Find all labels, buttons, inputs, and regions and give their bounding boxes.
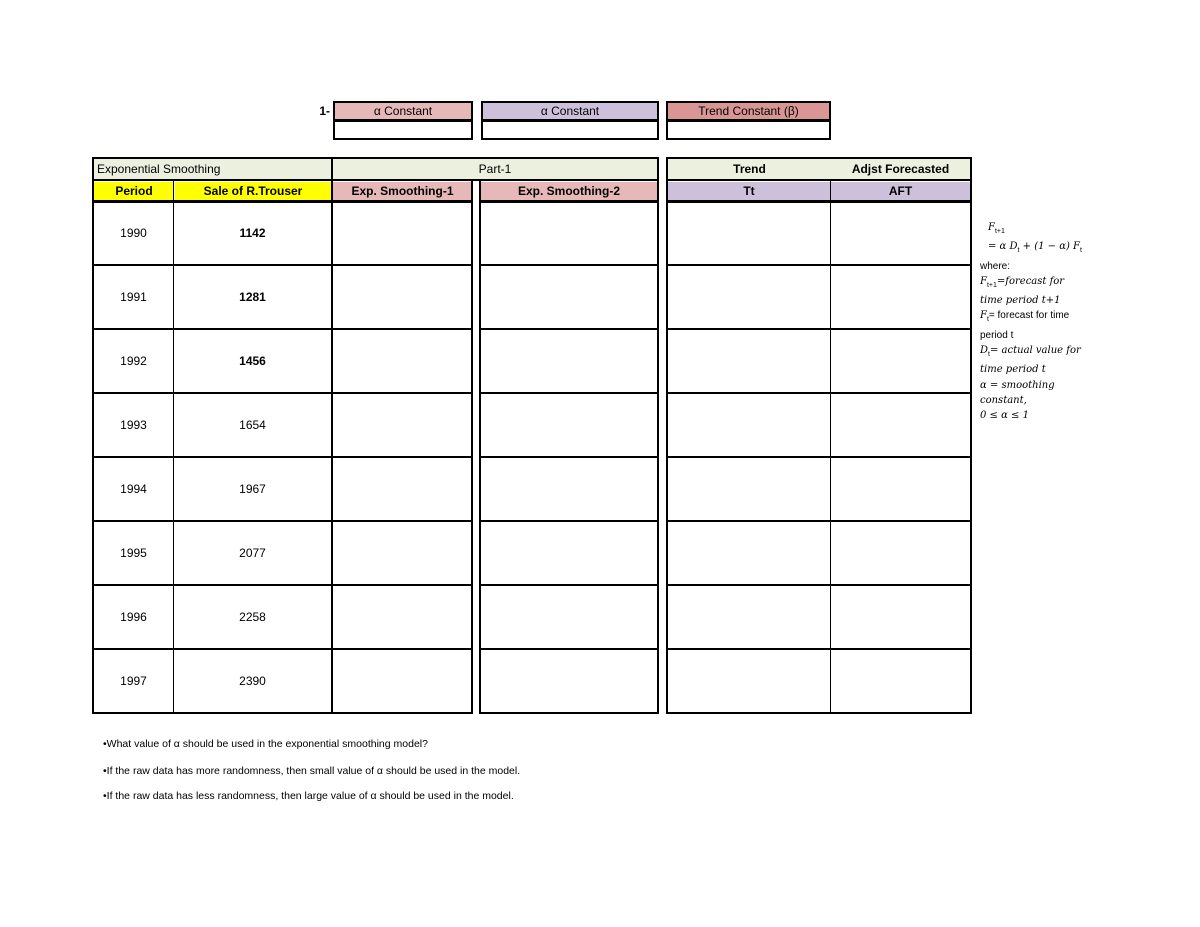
cell-sale: 2258 [239,610,266,624]
cell-exp-smoothing-1[interactable] [333,586,471,648]
cell-aft[interactable] [831,330,970,392]
grid-vline-aft-right [970,181,972,712]
cell-sale: 2390 [239,674,266,688]
cell-exp-smoothing-1[interactable] [333,458,471,520]
formula-fnext-sub: t+1 [986,281,997,289]
cell-period: 1996 [120,610,147,624]
formula-dt-desc2: time period t [980,364,1046,376]
cell-aft[interactable] [831,650,970,712]
cell-sale: 1654 [239,418,266,432]
cell-tt[interactable] [668,202,830,264]
trend-constant-label: Trend Constant (β) [698,104,799,118]
cell-period: 1994 [120,482,147,496]
cell-aft[interactable] [831,202,970,264]
cell-tt[interactable] [668,522,830,584]
formula-fnext-desc: =forecast for [996,275,1065,287]
col-header-exp-smoothing-2: Exp. Smoothing-2 [481,182,657,200]
cell-tt[interactable] [668,266,830,328]
alpha-constant-2-label: α Constant [540,104,600,118]
alpha-constant-1-input[interactable] [333,120,473,140]
formula-dt-d: D [980,345,989,357]
cell-aft[interactable] [831,266,970,328]
cell-period: 1991 [120,290,147,304]
cell-period: 1995 [120,546,147,560]
formula-eq-sub: t [1017,247,1020,255]
col-header-sale: Sale of R.Trouser [175,182,331,200]
alpha-constant-1-label: α Constant [373,104,433,118]
col-header-period: Period [94,182,174,200]
formula-fnext-f: F [980,275,987,287]
group-exponential-smoothing-title: Exponential Smoothing [97,162,221,176]
cell-exp-smoothing-2[interactable] [481,266,657,328]
note-3: •If the raw data has less randomness, then large value of α should be used in the model. [103,790,514,802]
formula-ft-f: F [980,310,987,322]
formula-range: 0 ≤ α ≤ 1 [980,410,1029,422]
cell-tt[interactable] [668,458,830,520]
formula-ft-sub: t [986,316,989,324]
cell-sale: 1967 [239,482,266,496]
alpha-constant-2-header [481,101,659,121]
cell-tt[interactable] [668,650,830,712]
cell-period: 1992 [120,354,147,368]
formula-f: F [988,222,995,233]
group-trend-title: Trend [733,162,766,176]
formula-where: where: [980,260,1011,272]
col-header-tt: Tt [668,182,830,200]
cell-exp-smoothing-1[interactable] [333,522,471,584]
formula-f-sub: t+1 [994,228,1005,235]
cell-exp-smoothing-2[interactable] [481,394,657,456]
formula-dt-desc: = actual value for [989,345,1081,357]
group-adjst-forecasted-title: Adjst Forecasted [851,162,950,176]
note-2: •If the raw data has more randomness, then small value of α should be used in the model. [103,765,521,777]
group-trend [666,157,972,181]
formula-alpha-desc: α = smoothing [980,379,1055,391]
formula-dt-sub: t [988,351,990,359]
note-1: •What value of α should be used in the exponential smoothing model? [103,738,428,750]
formula-eq-a: = α D [988,241,1018,253]
trend-constant-header [666,101,831,121]
col-header-aft: AFT [831,182,970,200]
cell-exp-smoothing-1[interactable] [333,330,471,392]
cell-exp-smoothing-2[interactable] [481,202,657,264]
constants-prefix: 1- [319,104,330,118]
cell-exp-smoothing-1[interactable] [333,394,471,456]
group-part-1-title: Part-1 [478,162,512,176]
alpha-constant-1-header [333,101,473,121]
cell-aft[interactable] [831,586,970,648]
group-part-1 [331,157,659,181]
cell-exp-smoothing-2[interactable] [481,586,657,648]
cell-period: 1997 [120,674,147,688]
grid-vline-exp1-right [471,181,473,712]
cell-tt[interactable] [668,330,830,392]
col-header-exp-smoothing-1: Exp. Smoothing-1 [333,182,472,200]
cell-period: 1990 [120,226,147,240]
formula-fnext-desc2: time period t+1 [980,295,1061,307]
formula-note [980,220,1110,424]
cell-exp-smoothing-2[interactable] [481,458,657,520]
cell-exp-smoothing-2[interactable] [481,650,657,712]
cell-exp-smoothing-1[interactable] [333,266,471,328]
cell-aft[interactable] [831,394,970,456]
cell-exp-smoothing-1[interactable] [333,650,471,712]
alpha-constant-2-input[interactable] [481,120,659,140]
cell-tt[interactable] [668,394,830,456]
cell-aft[interactable] [831,458,970,520]
group-exponential-smoothing [92,157,333,181]
formula-eq-b: + (1 − α) F [1019,241,1080,253]
cell-exp-smoothing-2[interactable] [481,330,657,392]
cell-sale: 2077 [239,546,266,560]
formula-ft-desc2: period t [980,329,1014,341]
cell-sale: 1456 [239,354,266,368]
trend-constant-input[interactable] [666,120,831,140]
grid-vline-exp2-right [657,181,659,712]
formula-ft-desc: = forecast for time [988,310,1070,322]
cell-exp-smoothing-2[interactable] [481,522,657,584]
formula-alpha-desc2: constant, [980,394,1027,406]
cell-period: 1993 [120,418,147,432]
cell-sale: 1142 [239,226,266,240]
cell-aft[interactable] [831,522,970,584]
cell-tt[interactable] [668,586,830,648]
formula-eq-sub2: t [1079,247,1082,255]
cell-exp-smoothing-1[interactable] [333,202,471,264]
cell-sale: 1281 [239,290,266,304]
